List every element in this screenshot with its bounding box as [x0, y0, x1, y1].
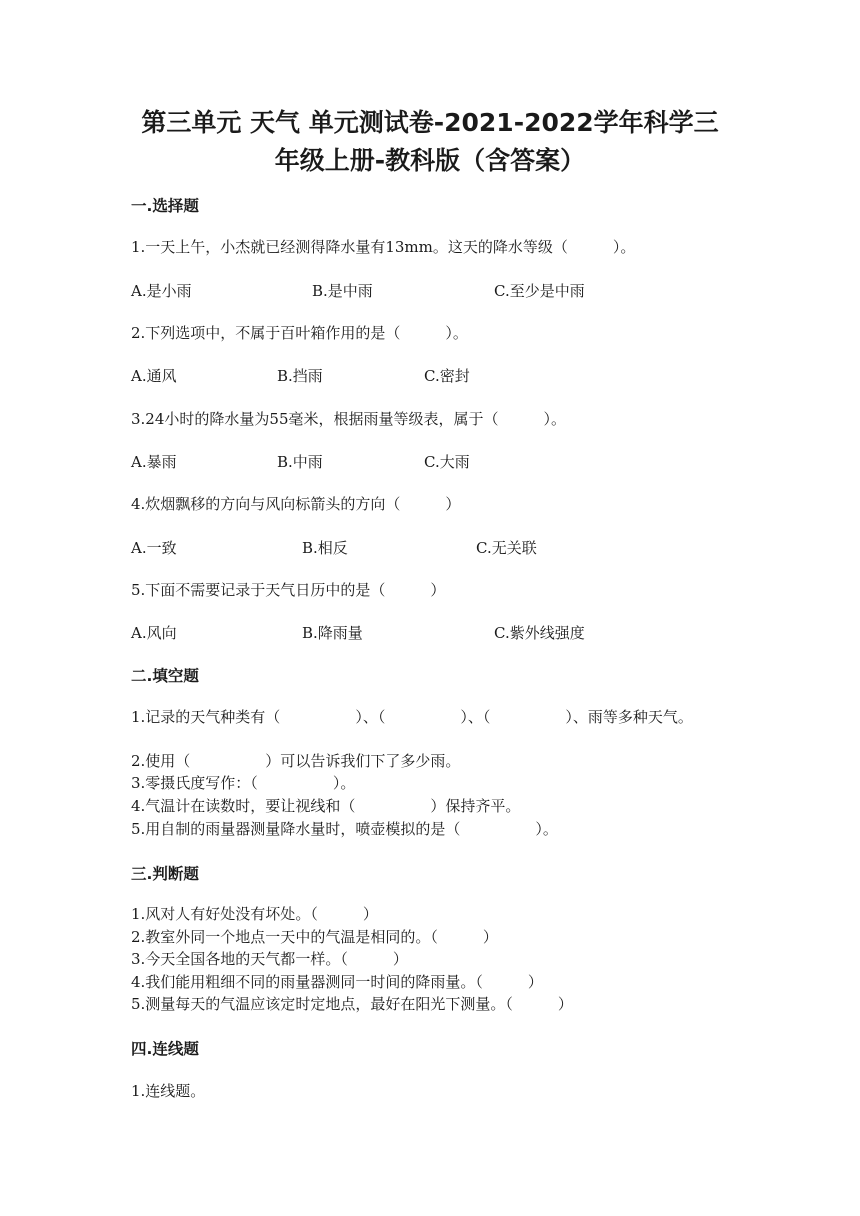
match-item-1: 1.连线题。 [131, 1082, 206, 1100]
choice-4-option-a: A.一致 [131, 539, 177, 557]
choice-2-option-a: A.通风 [131, 367, 177, 385]
title-line-1: 第三单元 天气 单元测试卷-2021-2022学年科学三 [141, 108, 719, 137]
choice-1-option-c: C.至少是中雨 [494, 282, 585, 300]
choice-5-option-a: A.风向 [131, 624, 177, 642]
section-heading-match: 四.连线题 [131, 1040, 199, 1058]
fill-item-3: 3.零摄氏度写作：（ ）。 [131, 774, 356, 792]
choice-question-3: 3.24小时的降水量为55毫米，根据雨量等级表，属于（ ）。 [131, 410, 566, 428]
choice-3-option-a: A.暴雨 [131, 453, 177, 471]
choice-4-option-c: C.无关联 [476, 539, 537, 557]
section-heading-fill: 二.填空题 [131, 667, 199, 685]
choice-1-option-b: B.是中雨 [312, 282, 373, 300]
document-title [100, 104, 760, 180]
judge-item-3: 3.今天全国各地的天气都一样。（ ） [131, 950, 408, 968]
choice-question-5: 5.下面不需要记录于天气日历中的是（ ） [131, 581, 446, 599]
judge-item-1: 1.风对人有好处没有坏处。（ ） [131, 905, 378, 923]
choice-2-option-c: C.密封 [424, 367, 470, 385]
choice-question-1: 1.一天上午，小杰就已经测得降水量有13mm。这天的降水等级（ ）。 [131, 238, 636, 256]
choice-5-option-b: B.降雨量 [302, 624, 363, 642]
fill-item-1: 1.记录的天气种类有（ ）、（ ）、（ ）、雨等多种天气。 [131, 708, 693, 726]
judge-item-4: 4.我们能用粗细不同的雨量器测同一时间的降雨量。（ ） [131, 973, 543, 991]
fill-item-2: 2.使用（ ）可以告诉我们下了多少雨。 [131, 752, 461, 770]
choice-3-option-c: C.大雨 [424, 453, 470, 471]
title-line-2: 年级上册-教科版（含答案） [274, 146, 586, 175]
section-heading-judge: 三.判断题 [131, 865, 199, 883]
choice-3-option-b: B.中雨 [277, 453, 323, 471]
choice-4-option-b: B.相反 [302, 539, 348, 557]
fill-item-5: 5.用自制的雨量器测量降水量时，喷壶模拟的是（ ）。 [131, 820, 558, 838]
choice-1-option-a: A.是小雨 [131, 282, 192, 300]
choice-2-option-b: B.挡雨 [277, 367, 323, 385]
choice-question-4: 4.炊烟飘移的方向与风向标箭头的方向（ ） [131, 495, 461, 513]
section-heading-choice: 一.选择题 [131, 197, 199, 215]
judge-item-5: 5.测量每天的气温应该定时定地点，最好在阳光下测量。（ ） [131, 995, 573, 1013]
choice-5-option-c: C.紫外线强度 [494, 624, 585, 642]
fill-item-4: 4.气温计在读数时，要让视线和（ ）保持齐平。 [131, 797, 521, 815]
judge-item-2: 2.教室外同一个地点一天中的气温是相同的。（ ） [131, 928, 498, 946]
choice-question-2: 2.下列选项中，不属于百叶箱作用的是（ ）。 [131, 324, 468, 342]
